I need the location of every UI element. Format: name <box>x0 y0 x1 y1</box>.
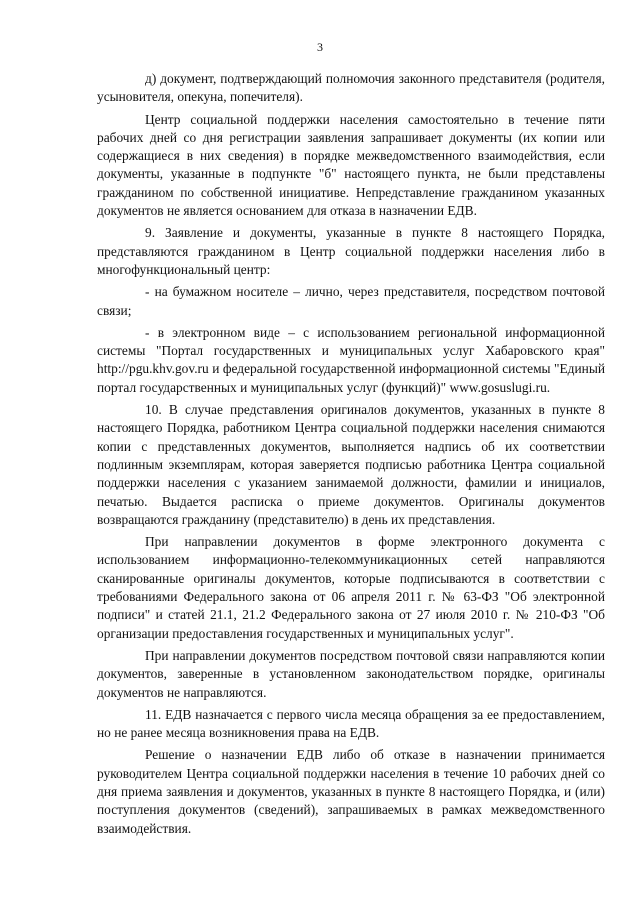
paragraph-postal-documents: При направлении документов посредством почтовой связи направляются копии документов, заверенные в установленном законодательством порядке, оригиналы документов не направляются. <box>97 647 605 700</box>
paragraph-electronic-documents: При направлении документов в форме электронного документа с использованием информационно-телекоммуникационных сетей направляются сканированные оригиналы документов, которые подписываются в соответствии с требованиями Федерального закона от 06 апреля 2011 г. № 63-ФЗ "Об электронной подписи" и статей 21.1, 21.2 Федерального закона от 27 июля 2010 г. № 210-ФЗ "Об организации предоставления государственных и муниципальных услуг". <box>97 534 605 641</box>
paragraph-paper-submission: - на бумажном носителе – лично, через представителя, посредством почтовой связи; <box>97 284 605 318</box>
page-number: 3 <box>317 40 323 54</box>
paragraph-decision-terms: Решение о назначении ЕДВ либо об отказе в назначении принимается руководителем Центра социальной поддержки населения в течение 10 рабочих дней со дня приема заявления и документов, указанных в пункте 8 настоящего Порядка, и (или) поступления документов (сведений), запрашиваемых в рамках межведомственного взаимодействия. <box>97 747 605 836</box>
paragraph-submission-channels: 9. Заявление и документы, указанные в пункте 8 настоящего Порядка, представляются гражданином в Центр социальной поддержки населения либо в многофункциональный центр: <box>97 225 605 277</box>
paragraph-original-documents: 10. В случае представления оригиналов документов, указанных в пункте 8 настоящего Порядка, работником Центра социальной поддержки населения снимаются копии с представленных документов, выполняется надпись об их соответствии подлинным экземплярам, которая заверяется подписью работника Центра социальной поддержки населения с указанием занимаемой должности, фамилии и инициалов, печатью. Выдается расписка о приеме документов. Оригиналы документов возвращаются гражданину (представителю) в день их представления. <box>97 402 605 527</box>
document-body <box>97 70 605 838</box>
paragraph-electronic-submission: - в электронном виде – с использованием региональной информационной системы "Портал государственных и муниципальных услуг Хабаровского края" http://pgu.khv.gov.ru и федеральной государственной информационной системы "Единый портал государственных и муниципальных услуг (функций)" www.gosuslugi.ru. <box>97 324 605 395</box>
paragraph-payment-start: 11. ЕДВ назначается с первого числа месяца обращения за ее предоставлением, но не ранее месяца возникновения права на ЕДВ. <box>97 706 605 741</box>
paragraph-interagency-request: Центр социальной поддержки населения самостоятельно в течение пяти рабочих дней со дня регистрации заявления запрашивает документы (их копии или содержащиеся в них сведения) в порядке межведомственного взаимодействия, если документы, указанные в подпункте "б" настоящего пункта, не были представлены гражданином по собственной инициативе. Непредставление гражданином указанных документов не является основанием для отказа в назначении ЕДВ. <box>97 111 605 219</box>
paragraph-representative-document: д) документ, подтверждающий полномочия законного представителя (родителя, усыновителя, опекуна, попечителя). <box>97 71 605 105</box>
